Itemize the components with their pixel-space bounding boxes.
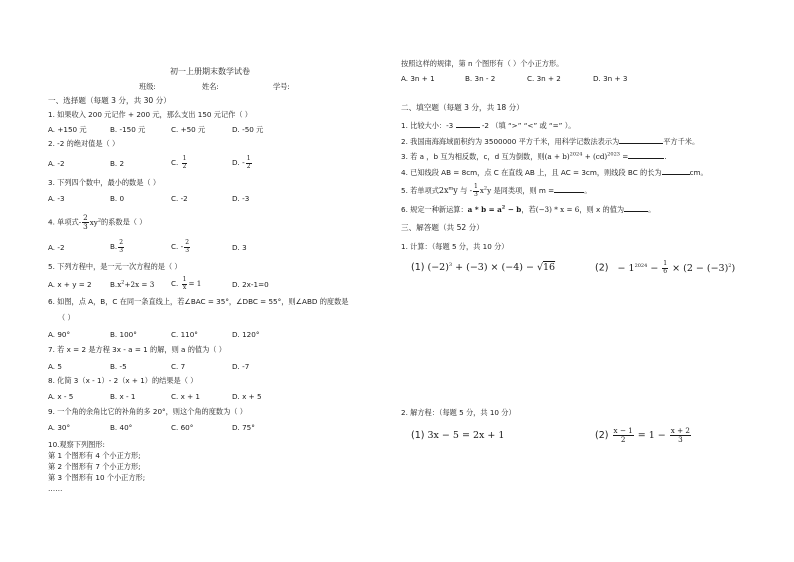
page-title: 初一上册期末数学试卷 [170,67,250,76]
q3-option-d: D. -3 [232,194,250,203]
section3-heading: 三、解答题（共 52 分） [401,223,484,232]
name-field-label: 姓名: [202,82,219,91]
q5-option-c: C. $\frac{1}{x}$ = 1 [171,276,202,291]
q1-stem: 1. 如果收入 200 元记作 + 200 元，那么支出 150 元记作（ ） [48,110,252,119]
fill-q2: 2. 我国南海海域面积约为 3500000 平方千米，用科学记数法表示为 平方千米。 [401,137,700,146]
right-column [397,0,794,562]
fill-q6-blank[interactable] [624,204,648,212]
q5-option-a: A. x + y = 2 [48,280,92,289]
q2-option-a: A. -2 [48,159,65,168]
q1-option-b: B. -150 元 [110,125,146,134]
q10-option-b: B. 3n - 2 [465,74,496,83]
q1-option-a: A. +150 元 [48,125,87,134]
q9-stem: 9. 一个角的余角比它的补角的多 20°，则这个角的度数为（ ） [48,407,247,416]
q2-option-d: D. - $\frac{1}{2}$ [232,155,251,170]
q10-stem: 10.观察下列图形: [48,440,105,449]
q3-option-c: C. -2 [171,194,188,203]
fill-q4: 4. 已知线段 AB = 8cm，点 C 在直线 AB 上，且 AC = 3cm，则线段 BC 的长为 cm。 [401,168,708,177]
q3-option-b: B. 0 [110,194,125,203]
fill-q6: 6. 规定一种新运算：$a * b = a^2 - b$，若(−3) * x = 6，则 x 的值为 。 [401,204,656,214]
section1-heading: 一、选择题（每题 3 分，共 30 分） [48,96,171,105]
q9-option-d: D. 75° [232,423,255,432]
q2-option-b: B. 2 [110,159,125,168]
q7-option-d: D. -7 [232,362,250,371]
q6-option-c: C. 110° [171,330,198,339]
q3-option-a: A. -3 [48,194,65,203]
fill-q3: 3. 若 a ，b 互为相反数，c，d 互为倒数，则$(a + b)^{2024} + (cd)^{2023}$ = . [401,151,667,161]
q4-option-d: D. 3 [232,243,247,252]
q3-stem: 3. 下列四个数中，最小的数是（ ） [48,178,161,187]
q7-option-a: A. 5 [48,362,62,371]
q2-option-c: C. $\frac{1}{2}$ [171,155,187,170]
calc-heading: 1. 计算：（每题 5 分，共 10 分） [401,242,509,251]
q10-line-3: 第 3 个图形有 10 个小正方形; [48,473,146,482]
q6-option-a: A. 90° [48,330,71,339]
q1-option-c: C. +50 元 [171,125,206,134]
number-field-label: 学号: [273,82,290,91]
section2-heading: 二、填空题（每题 3 分，共 18 分） [401,103,524,112]
q8-stem: 8. 化简 3（x - 1）- 2（x + 1）的结果是（ ） [48,376,198,385]
q9-option-c: C. 60° [171,423,194,432]
fill-q2-blank[interactable] [619,136,663,144]
fill-q4-blank[interactable] [662,167,690,175]
q10-line-1: 第 1 个图形有 4 个小正方形; [48,451,141,460]
q4-option-c: C. - $\frac{2}{3}$ [171,239,190,254]
q10-ellipsis: …… [48,484,63,493]
q2-stem: 2. -2 的绝对值是（ ） [48,139,120,148]
q6-option-b: B. 100° [110,330,137,339]
q8-option-b: B. x - 1 [110,392,136,401]
q10-option-d: D. 3n + 3 [593,74,628,83]
fill-q1-blank[interactable] [456,120,480,128]
q9-option-a: A. 30° [48,423,71,432]
class-field-label: 班级: [139,82,156,91]
q9-option-b: B. 40° [110,423,133,432]
fill-q5-blank[interactable] [554,185,584,193]
q1-option-d: D. -50 元 [232,125,264,134]
q8-option-a: A. x - 5 [48,392,74,401]
q5-stem: 5. 下列方程中，是一元一次方程的是（ ） [48,262,182,271]
q6-answer-paren: （ ） [58,313,75,322]
fill-q1: 1. 比较大小：-3 -2 （填 “>” “<” 或 “=” ）。 [401,121,576,130]
q8-option-d: D. x + 5 [232,392,262,401]
q4-stem: 4. 单项式- $\frac{2}{3}$ $xy^2$的系数是（ ） [48,213,147,231]
q6-option-d: D. 120° [232,330,260,339]
fill-q5: 5. 若单项式$2x^my$ 与 - $\frac{1}{3}$ $x^2y$ 是同类项，则 m = 。 [401,183,592,198]
solve-heading: 2. 解方程：（每题 5 分，共 10 分） [401,408,516,417]
q7-stem: 7. 若 x = 2 是方程 3x - a = 1 的解，则 a 的值为（ ） [48,345,226,354]
calc-problem-1: (1) $(-2)^3 + (-3) \times (-4) - √16$ [411,261,556,273]
q5-option-d: D. 2x-1=0 [232,280,269,289]
q6-stem: 6. 如图，点 A，B，C 在同一条直线上，若∠BAC = 35°，∠DBC = 55°，则∠ABD 的度数是 [48,297,349,306]
solve-problem-2: (2) $\frac{x - 1}{2}$ = 1 − $\frac{x + 2}{3}$ [595,426,690,444]
solve-problem-1: (1) 3x − 5 = 2x + 1 [411,430,505,441]
fill-q3-blank[interactable] [628,151,664,159]
q10-line-2: 第 2 个图形有 7 个小正方形; [48,462,141,471]
q10-continued-stem: 按照这样的规律，第 n 个图形有（ ）个小正方形。 [401,59,564,68]
q4-option-a: A. -2 [48,243,65,252]
q7-option-b: B. -5 [110,362,127,371]
q5-option-b: $B.x^2+2x = 3$ [110,279,155,289]
q4-option-b: B. $\frac{2}{3}$ [110,239,124,254]
q10-option-c: C. 3n + 2 [527,74,561,83]
q7-option-c: C. 7 [171,362,186,371]
q10-option-a: A. 3n + 1 [401,74,435,83]
calc-problem-2: (2) − $1^{2024}$ − $\frac{1}{6}$ × $(2 - (-3)^2)$ [595,260,736,275]
q8-option-c: C. x + 1 [171,392,201,401]
